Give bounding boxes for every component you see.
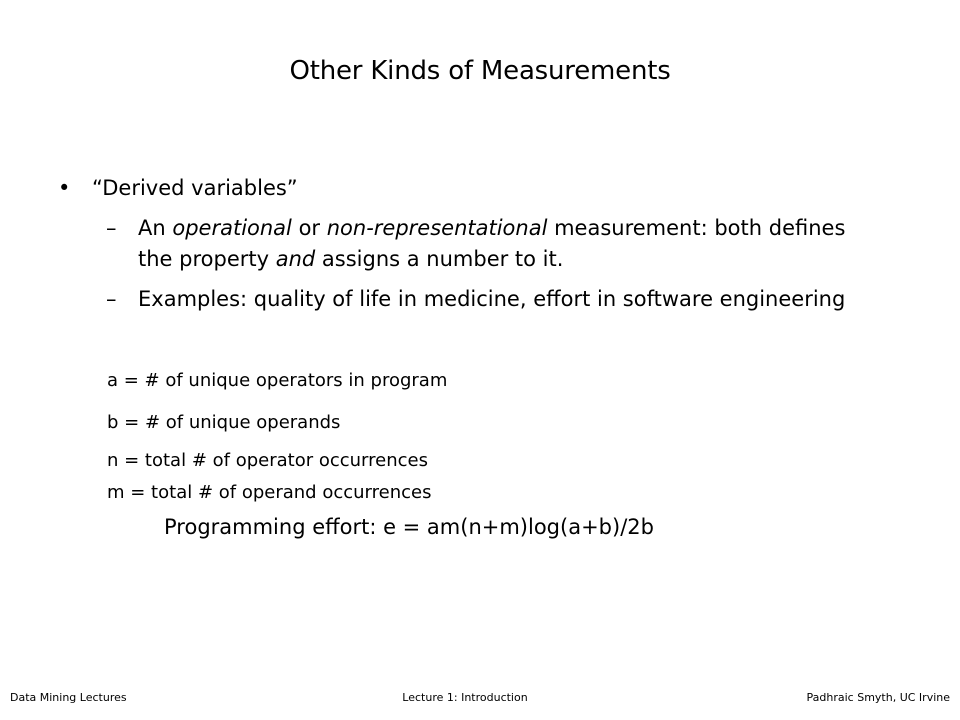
text-part: measurement: both defines the property [138, 216, 846, 271]
text-part: An [138, 216, 173, 240]
sub-item-dash: – [106, 216, 117, 240]
footer-center: Lecture 1: Introduction [402, 691, 528, 704]
definition-a: a = # of unique operators in program [107, 370, 448, 391]
bullet-text: “Derived variables” [92, 176, 298, 200]
text-part-italic: operational [172, 216, 292, 240]
bullet-marker: • [58, 176, 71, 200]
footer-left: Data Mining Lectures [10, 691, 127, 704]
programming-effort-formula: Programming effort: e = am(n+m)log(a+b)/2b [164, 515, 654, 539]
text-part: assigns a number to it. [315, 247, 564, 271]
text-part-italic: non-representational [326, 216, 548, 240]
definition-n: n = total # of operator occurrences [107, 450, 428, 471]
definition-m: m = total # of operand occurrences [107, 482, 432, 503]
slide-title: Other Kinds of Measurements [289, 56, 671, 86]
text-part-italic: and [275, 247, 316, 271]
sub-item-text [138, 213, 858, 275]
definition-b: b = # of unique operands [107, 412, 341, 433]
text-part: or [291, 216, 327, 240]
sub-item-text: Examples: quality of life in medicine, effort in software engineering [138, 287, 846, 311]
sub-item-dash: – [106, 287, 117, 311]
footer-right: Padhraic Smyth, UC Irvine [806, 691, 950, 704]
